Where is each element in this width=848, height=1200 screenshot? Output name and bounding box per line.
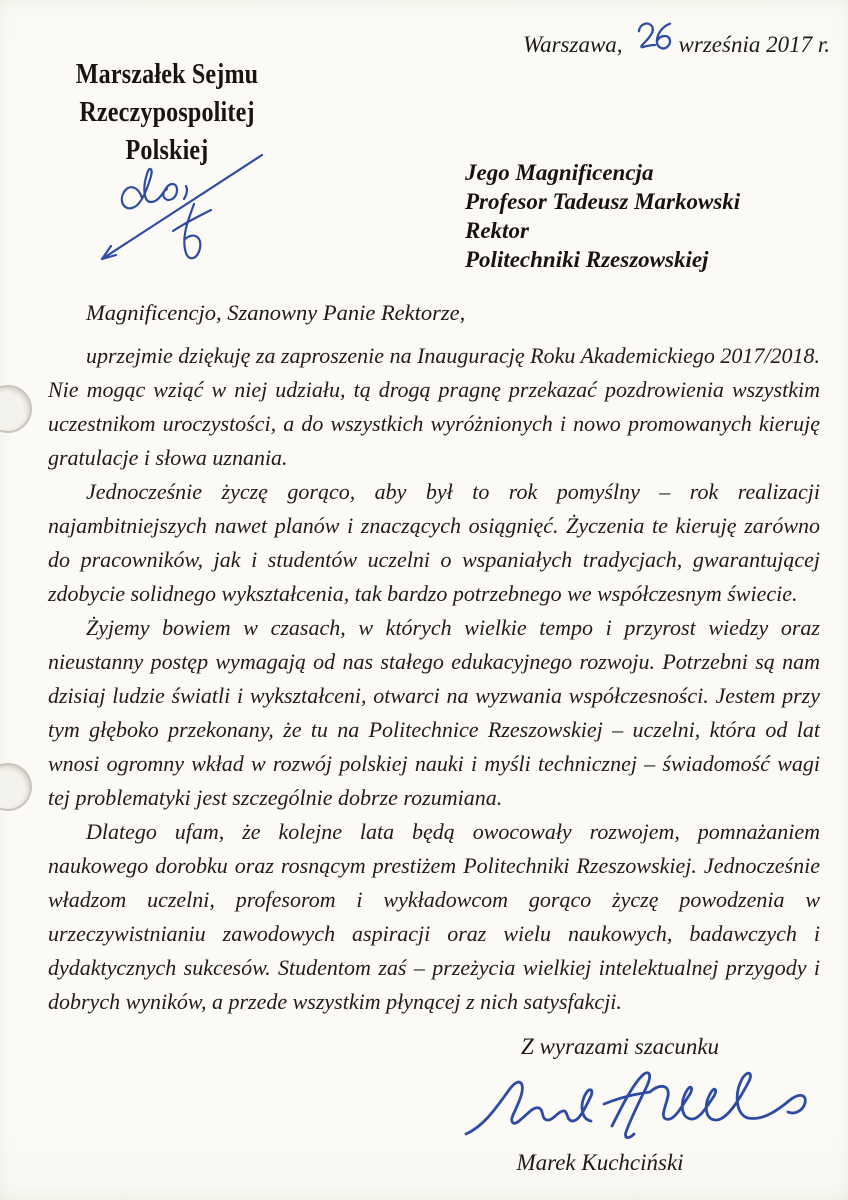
handwritten-margin-note [88, 146, 276, 272]
date-city: Warszawa, [523, 32, 623, 57]
letter-body [48, 339, 820, 1019]
salutation: Magnificencjo, Szanowny Panie Rektorze, [86, 300, 466, 325]
handwritten-signature [452, 1066, 830, 1150]
paragraph: Jednocześnie życzę gorąco, aby był to rok pomyślny – rok realizacji najambitniejszych nawet planów i znaczących osiągnięć. Życzenia te kieruję zarówno do pracowników, jak i studentów uczelni o wspaniałych tradycjach, gwarantującej zdobycie solidnego wykształcenia, tak bardzo potrzebnego we współczesnym świecie. [48, 479, 820, 606]
letterhead-line2: Rzeczypospolitej Polskiej [79, 97, 255, 166]
paragraph: Dlatego ufam, że kolejne lata będą owocowały rozwojem, pomnażaniem naukowego dorobku oraz rosnącym prestiżem Politechniki Rzeszowskiej. Jednocześnie władzom uczelni, profesorom i wykładowcom gorąco życzę powodzenia w urzeczywistnianiu zawodowych aspiracji oraz wielu naukowych, badawczych i dydaktycznych sukcesów. Studentom zaś – przeżycia wielkiej intelektualnej przygody i dobrych wyników, a przede wszystkim płynącej z nich satysfakcji. [48, 819, 820, 1014]
recipient-title: Rektor [465, 218, 529, 243]
recipient-block [465, 158, 740, 274]
paragraph: uprzejmie dziękuję za zaproszenie na Inaugurację Roku Akademickiego 2017/2018. Nie mogąc wziąć w niej udziału, tą drogą pragnę przekazać pozdrowienia wszystkim uczestnikom uroczystości, a do wszystkich wyróżnionych i nowo promowanych kieruję gratulacje i słowa uznania. [48, 343, 820, 470]
recipient-honorific: Jego Magnificencja [465, 160, 654, 185]
date-line [523, 18, 830, 58]
recipient-name: Profesor Tadeusz Markowski [465, 189, 741, 214]
binder-hole-artifact [0, 763, 32, 811]
closing-phrase: Z wyrazami szacunku [521, 1034, 720, 1059]
paragraph: Żyjemy bowiem w czasach, w których wielkie tempo i przyrost wiedzy oraz nieustanny postęp wymagają od nas stałego edukacyjnego rozwoju. Potrzebni są nam dzisiaj ludzie światli i wykształceni, otwarci na wyzwania współczesności. Jestem przy tym głęboko przekonany, że tu na Politechnice Rzeszowskiej – uczelni, która od lat wnosi ogromny wkład w rozwój polskiej nauki i myśli technicznej – świadomość wagi tej problematyki jest szczególnie dobrze rozumiana. [48, 615, 820, 810]
signer-printed-name: Marek Kuchciński [516, 1150, 684, 1175]
letterhead-line1: Marszałek Sejmu [75, 59, 259, 90]
recipient-institution: Politechniki Rzeszowskiej [465, 247, 709, 272]
handwritten-day-26 [631, 18, 677, 54]
date-rest: września 2017 r. [678, 32, 830, 57]
binder-hole-artifact [0, 385, 32, 433]
